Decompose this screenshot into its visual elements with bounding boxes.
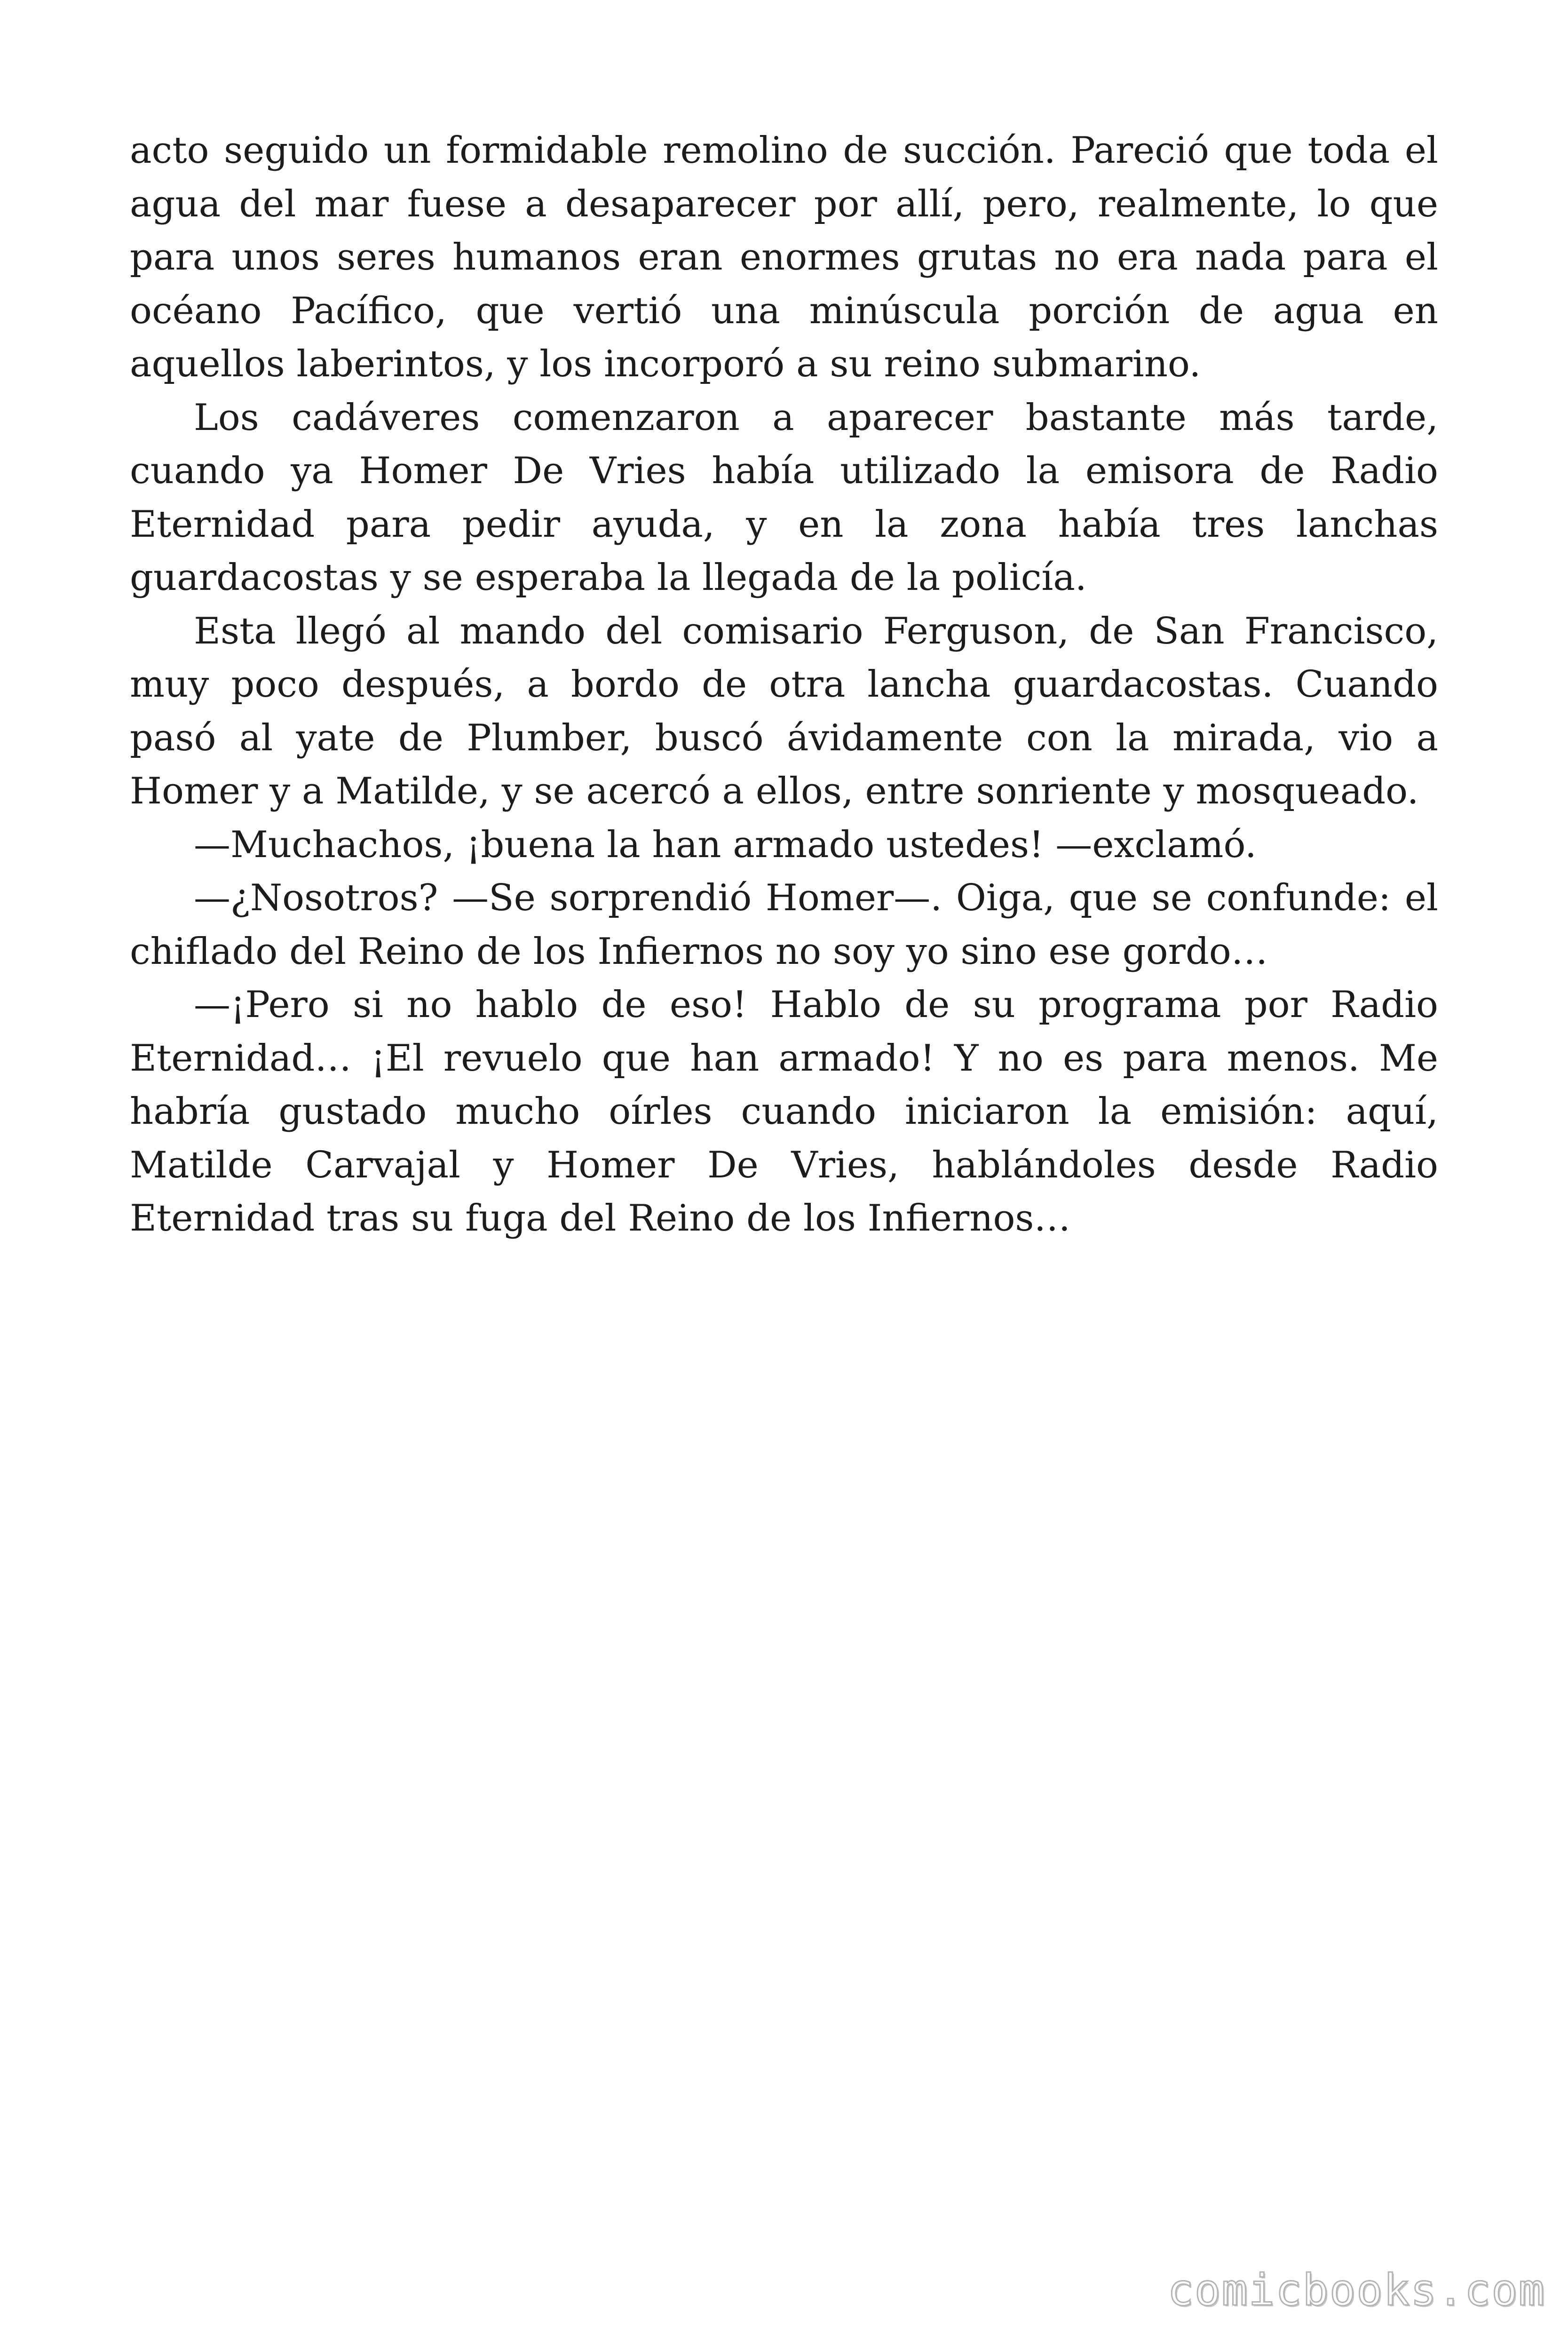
paragraph-3: Esta llegó al mando del comisario Ferguson, de San Francisco, muy poco después, a bordo de otra lancha guardacostas. Cuando pasó al yate de Plumber, buscó ávidamente con la mirada, vio a Homer y a Matilde, y se acercó a ellos, entre sonriente y mosqueado. <box>130 610 1438 812</box>
watermark-logo: comicbooks.com <box>1167 2265 1545 2315</box>
paragraph-1: acto seguido un formidable remolino de succión. Pareció que toda el agua del mar fuese a desaparecer por allí, pero, realmente, lo que para unos seres humanos eran enormes grutas no era nada para el océano Pacífico, que vertió una minúscula porción de agua en aquellos laberintos, y los incorporó a su reino submarino. <box>130 129 1438 385</box>
paragraph-6: —¡Pero si no hablo de eso! Hablo de su programa por Radio Eternidad… ¡El revuelo que han armado! Y no es para menos. Me habría gustado mucho oírles cuando iniciaron la emisión: aquí, Matilde Carvajal y Homer De Vries, hablándoles desde Radio Eternidad tras su fuga del Reino de los Infiernos… <box>130 984 1438 1240</box>
paragraph-4: —Muchachos, ¡buena la han armado ustedes! —exclamó. <box>194 823 1257 866</box>
paragraph-2: Los cadáveres comenzaron a aparecer bastante más tarde, cuando ya Homer De Vries había utilizado la emisora de Radio Eternidad para pedir ayuda, y en la zona había tres lanchas guardacostas y se esperaba la llegada de la policía. <box>130 396 1438 599</box>
paragraph-5: —¿Nosotros? —Se sorprendió Homer—. Oiga, que se confunde: el chiflado del Reino de los Infiernos no soy yo sino ese gordo… <box>130 877 1438 973</box>
body-text <box>130 124 1438 1246</box>
